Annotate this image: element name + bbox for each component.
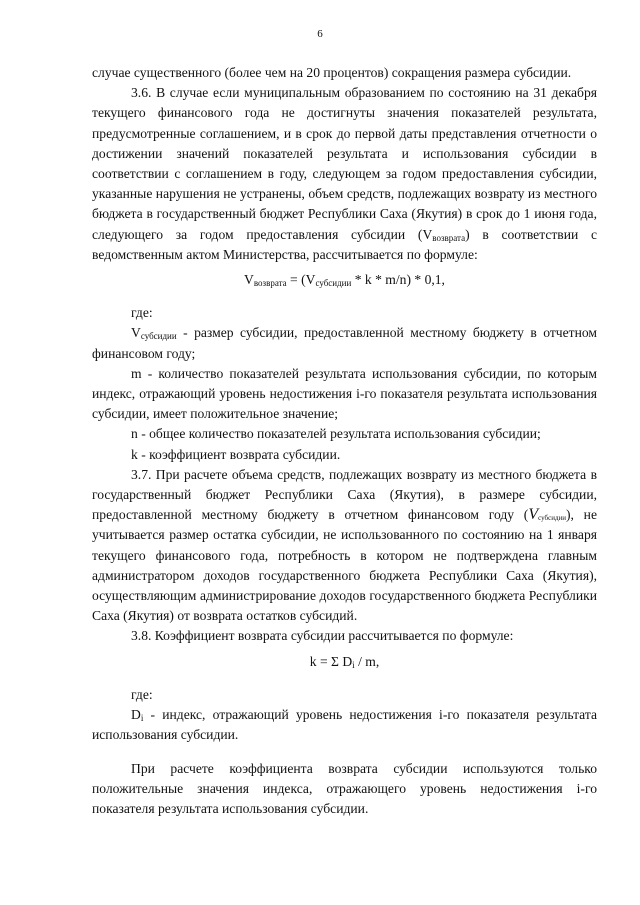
page-number: 6 bbox=[317, 28, 323, 40]
where-label-1: где: bbox=[131, 305, 153, 321]
paragraph-3-6: 3.6. В случае если муниципальным образованием по состоянию на 31 декабря текущего финансового года не достигнуты значения показателей результата, предусмотренные соглашением, и в срок до первой даты представления отчетности о достижении значений показателей результата и использования субсидии в соответствии с соглашением в году, следующем за годом предоставления субсидии, указанные нарушения не устранены, объем средств, подлежащих возврату из местного бюджета в государственный бюджет Республики Саха (Якутия) в срок до 1 июня года, следующего за годом предоставления субсидии $(V_{возврата})$ в соответствии с ведомственным актом Министерства, рассчитывается по формуле: bbox=[92, 85, 598, 262]
document-body bbox=[92, 63, 597, 819]
definition-n: n - общее количество показателей результата использования субсидии; bbox=[131, 426, 541, 442]
definition-v-subsidii: $V_{субсидии}$ - размер субсидии, предоставленной местному бюджету в отчетном финансовом году; bbox=[92, 325, 597, 361]
paragraph-continued: случае существенного (более чем на 20 процентов) сокращения размера субсидии. bbox=[92, 65, 572, 80]
definition-d: $D_i$ - индекс, отражающий уровень недостижения i-го показателя результата использования субсидии. bbox=[92, 707, 597, 743]
subscript-vozvrata: возврата bbox=[432, 232, 466, 243]
where-label-2: где: bbox=[131, 686, 153, 702]
definition-k: k - коэффициент возврата субсидии. bbox=[131, 446, 341, 462]
formula-return-volume: $V_{возврата} = (V_{субсидии} * k * m/n) * 0,1$, bbox=[244, 272, 445, 289]
paragraph-3-8: 3.8. Коэффициент возврата субсидии рассчитывается по формуле: bbox=[131, 628, 514, 644]
paragraph-final: При расчете коэффициента возврата субсидии используются только положительные значения индекса, отражающего уровень недостижения i-го показателя результата использования субсидии. bbox=[92, 760, 597, 816]
v-subsidii-symbol: V bbox=[528, 506, 539, 524]
formula-coefficient: k = Σ $D_i$ / m, bbox=[309, 653, 380, 670]
paragraph-3-7: 3.7. При расчете объема средств, подлежащих возврату из местного бюджета в государственный бюджет Республики Саха (Якутия), в размере субсидии, предоставленной местному бюджету в отчетном финансовом году (Vсубсидии), не учитывается размер остатка субсидии, не использованного по состоянию на 1 января текущего финансового года, потребность в котором не подтверждена главным администратором доходов государственного бюджета Республики Саха (Якутия), осуществляющим администрирование доходов государственного бюджета Республики Саха (Якутия) от возврата остатков субсидий. bbox=[92, 466, 597, 624]
definition-m: m - количество показателей результата использования субсидии, по которым индекс, отражающий уровень недостижения i-го показателя результата использования субсидии, имеет положительное значение; bbox=[92, 365, 597, 422]
